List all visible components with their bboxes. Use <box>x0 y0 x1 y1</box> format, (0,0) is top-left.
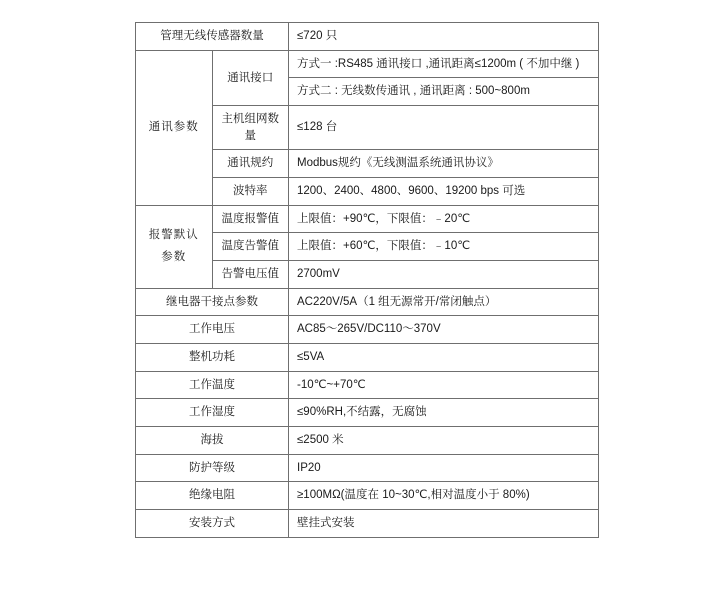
row-value: 方式一 :RS485 通讯接口 ,通讯距离≤1200m ( 不加中继 ) <box>289 50 599 78</box>
table-row <box>136 288 599 316</box>
row-label: 告警电压值 <box>212 261 289 289</box>
row-value: 1200、2400、4800、9600、19200 bps 可选 <box>289 178 599 206</box>
table-row <box>136 23 599 51</box>
table-row <box>136 316 599 344</box>
row-value: ≤720 只 <box>289 23 599 51</box>
group-label-alarm-line2: 参数 <box>161 250 187 263</box>
table-row <box>136 399 599 427</box>
table-row <box>136 454 599 482</box>
table-row <box>136 371 599 399</box>
row-value: ≤128 台 <box>289 106 599 150</box>
row-label: 通讯接口 <box>212 50 289 105</box>
row-label: 通讯规约 <box>212 150 289 178</box>
row-label: 安装方式 <box>136 510 289 538</box>
row-value: 上限值：+90℃，下限值：﹣20℃ <box>289 205 599 233</box>
row-label: 海拔 <box>136 427 289 455</box>
row-value: 壁挂式安装 <box>289 510 599 538</box>
row-label: 工作电压 <box>136 316 289 344</box>
row-value: ≤5VA <box>289 344 599 372</box>
table-row <box>136 427 599 455</box>
specification-table <box>135 22 599 538</box>
table-row <box>136 510 599 538</box>
row-label: 温度报警值 <box>212 205 289 233</box>
table-row <box>136 344 599 372</box>
row-label: 整机功耗 <box>136 344 289 372</box>
row-value: ≥100MΩ(温度在 10~30℃,相对温度小于 80%) <box>289 482 599 510</box>
row-label: 绝缘电阻 <box>136 482 289 510</box>
row-value: AC220V/5A（1 组无源常开/常闭触点） <box>289 288 599 316</box>
row-value: IP20 <box>289 454 599 482</box>
row-label: 继电器干接点参数 <box>136 288 289 316</box>
group-label-alarm <box>136 205 213 288</box>
table-row <box>136 50 599 78</box>
row-value: -10℃~+70℃ <box>289 371 599 399</box>
row-value: 方式二 : 无线数传通讯 , 通讯距离 : 500~800m <box>289 78 599 106</box>
group-label-communication: 通讯参数 <box>136 50 213 205</box>
table-row <box>136 482 599 510</box>
table-row <box>136 205 599 233</box>
row-label: 主机组网数量 <box>212 106 289 150</box>
row-value: 上限值：+60℃，下限值：﹣10℃ <box>289 233 599 261</box>
row-value: AC85～265V/DC110～370V <box>289 316 599 344</box>
row-value: Modbus规约《无线测温系统通讯协议》 <box>289 150 599 178</box>
row-label: 温度告警值 <box>212 233 289 261</box>
row-label: 工作温度 <box>136 371 289 399</box>
row-label: 管理无线传感器数量 <box>136 23 289 51</box>
row-value: ≤2500 米 <box>289 427 599 455</box>
row-label: 防护等级 <box>136 454 289 482</box>
row-value: ≤90%RH,不结露，无腐蚀 <box>289 399 599 427</box>
row-label: 波特率 <box>212 178 289 206</box>
row-label: 工作湿度 <box>136 399 289 427</box>
row-value: 2700mV <box>289 261 599 289</box>
group-label-alarm-line1: 报警默认 <box>148 228 199 241</box>
